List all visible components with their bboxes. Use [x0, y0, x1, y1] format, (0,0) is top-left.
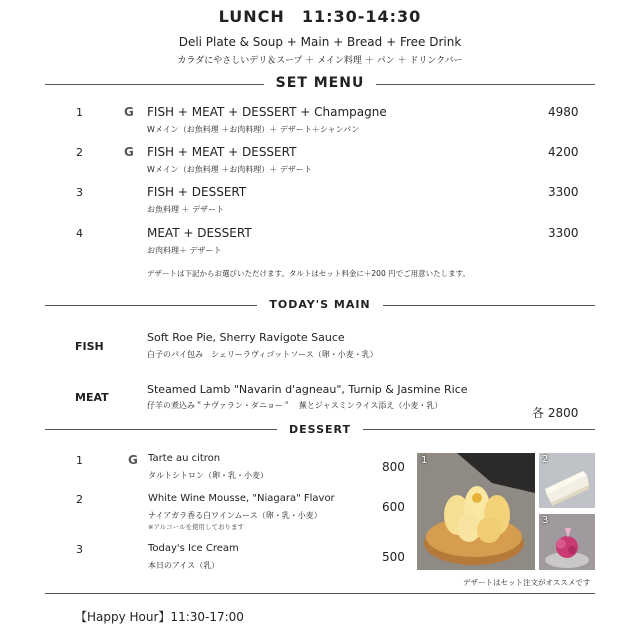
- dessert-photo-caption: デザートはセット注文がオススメです: [463, 578, 591, 587]
- photo-label: 3: [542, 515, 549, 526]
- dessert-item-name: Today's Ice Cream: [148, 543, 239, 554]
- dessert-item-number: 2: [76, 493, 83, 506]
- set-item-jp: Wメイン（お魚料理 ＋お肉料理）＋ デザート: [147, 165, 312, 174]
- dessert-item-price: 800: [382, 460, 405, 474]
- main-label-meat: MEAT: [75, 391, 109, 404]
- mousse-photo: [539, 453, 595, 508]
- set-menu-note: デザートは下記からお選びいただけます。タルトはセット料金に＋200 円でご用意いたします。: [147, 269, 470, 278]
- dessert-item-name: White Wine Mousse, "Niagara" Flavor: [148, 493, 335, 504]
- lemon-tart-photo: [417, 453, 535, 570]
- set-item-price: 3300: [548, 185, 579, 199]
- dessert-heading: DESSERT: [0, 423, 640, 436]
- ice-cream-photo: [539, 514, 595, 570]
- g-mark: G: [124, 145, 134, 159]
- dessert-item-price: 600: [382, 500, 405, 514]
- set-item-name: MEAT + DESSERT: [147, 226, 252, 240]
- g-mark: G: [124, 105, 134, 119]
- set-item-jp: Wメイン（お魚料理 ＋お肉料理）＋ デザート＋シャンパン: [147, 125, 360, 134]
- set-item-jp: お肉料理＋ デザート: [147, 246, 222, 255]
- dessert-item-number: 1: [76, 454, 83, 467]
- set-item-number: 4: [76, 227, 83, 240]
- dessert-item-jp: 本日のアイス（乳）: [148, 561, 220, 570]
- main-item-name: Soft Roe Pie, Sherry Ravigote Sauce: [147, 331, 345, 344]
- main-label-fish: FISH: [75, 340, 104, 353]
- dessert-item-price: 500: [382, 550, 405, 564]
- main-price: 各 2800: [532, 406, 579, 420]
- set-item-name: FISH + MEAT + DESSERT: [147, 145, 297, 159]
- set-menu-heading: SET MENU: [0, 75, 640, 91]
- page-title: LUNCH 11:30-14:30: [218, 7, 422, 26]
- lunch-subtitle-jp: カラダにやさしいデリ＆スープ ＋ メイン料理 ＋ パン ＋ ドリンクバー: [177, 56, 463, 66]
- main-item-jp: 白子のパイ包み シェリーラヴィゴットソース（卵・小麦・乳）: [147, 350, 378, 359]
- main-item-name: Steamed Lamb "Navarin d'agneau", Turnip & Jasmine Rice: [147, 383, 468, 396]
- lunch-subtitle-en: Deli Plate & Soup + Main + Bread + Free Drink: [178, 35, 462, 49]
- dessert-item-jp: タルトシトロン（卵・乳・小麦）: [148, 471, 268, 480]
- dessert-item-name: Tarte au citron: [148, 453, 221, 464]
- set-item-jp: お魚料理 ＋ デザート: [147, 205, 225, 214]
- set-item-price: 3300: [548, 226, 579, 240]
- todays-main-heading: TODAY'S MAIN: [0, 298, 640, 311]
- set-item-name: FISH + MEAT + DESSERT + Champagne: [147, 105, 387, 119]
- photo-label: 2: [542, 454, 549, 465]
- dessert-item-note: ※アルコールを使用しております: [148, 523, 245, 531]
- set-item-number: 1: [76, 106, 83, 119]
- set-item-number: 3: [76, 186, 83, 199]
- set-item-number: 2: [76, 146, 83, 159]
- set-item-price: 4200: [548, 145, 579, 159]
- happy-hour-text: 【Happy Hour】11:30-17:00: [75, 610, 244, 624]
- dessert-item-jp: ナイアガラ香る白ワインムース（卵・乳・小麦）: [148, 511, 322, 520]
- photo-label: 1: [421, 455, 428, 466]
- set-item-price: 4980: [548, 105, 579, 119]
- bottom-divider: [45, 593, 595, 594]
- set-item-name: FISH + DESSERT: [147, 185, 247, 199]
- g-mark: G: [128, 453, 138, 467]
- dessert-item-number: 3: [76, 543, 83, 556]
- main-item-jp: 仔羊の煮込み＂ナヴァラン・ダニョー＂ 蕪とジャスミンライス添え（小麦・乳）: [147, 401, 443, 410]
